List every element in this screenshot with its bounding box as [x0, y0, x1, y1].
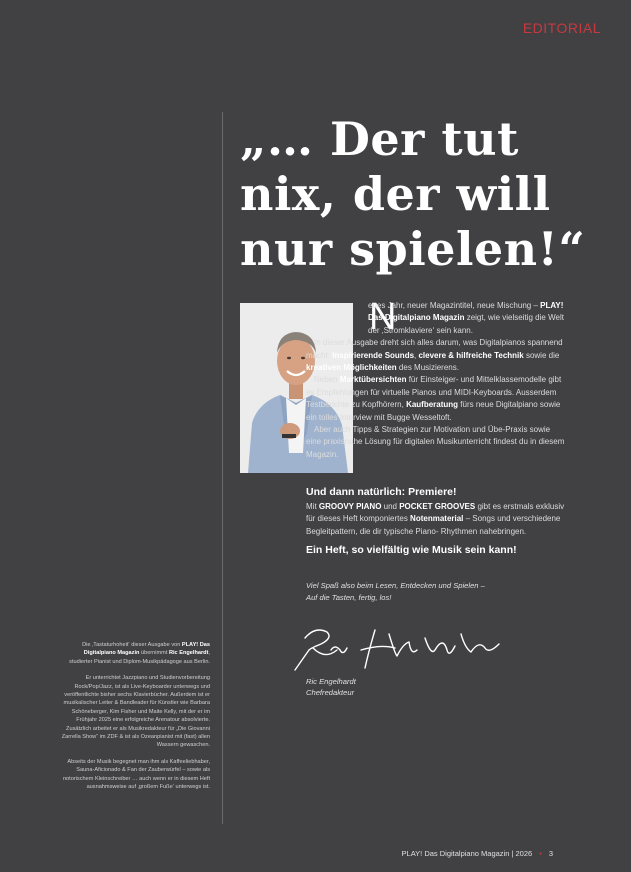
tagline-line: Viel Spaß also beim Lesen, Entdecken und Spielen – [306, 581, 485, 590]
intro-text-span: fürs neue Digitalpiano sowie ein tolles Interview mit Bugge Wesseltoft. [306, 400, 561, 422]
highlight: GROOVY PIANO [318, 502, 382, 511]
page-footer [402, 849, 553, 858]
magazine-name: PLAY! Das Digitalpiano Magazin [368, 301, 564, 323]
bio-text-span: , studierter Pianist und Diplom-Musikpädagoge aus Berlin. [69, 650, 210, 665]
intro-text-span: Neben [314, 375, 340, 385]
page-number: 3 [548, 849, 553, 858]
premiere-text-span: und [381, 502, 400, 511]
premiere-text-span: – Songs und verschiedene Begleitpattern, die dir typische Piano- Rhythmen nahebringen. [306, 514, 561, 536]
highlight: kreativen Möglichkeiten [306, 363, 397, 373]
intro-text-span: , [414, 350, 419, 360]
column-divider [222, 112, 223, 824]
headline-line: nur spielen!“ [240, 222, 586, 276]
magazine-name: PLAY! Das Digitalpiano Magazin [83, 642, 210, 657]
highlight: Marktübersichten [339, 375, 407, 385]
premiere-text [306, 501, 566, 538]
intro-text-span: des Musizierens. [396, 363, 459, 373]
section-label: EDITORIAL [522, 20, 601, 36]
bio-text-span: Die ‚Tastaturhoheit‘ dieser Ausgabe von [82, 642, 182, 648]
bio-paragraph: Abseits der Musik begegnet man ihm als Kaffeeliebhaber, Sauna-Aficionado & Fan der Zauberwürfel – sowie als notorischem Kleinschreiber … auch wenn er in diesem Heft ausnahmsweise auf ‚großem Fuße‘ unterwegs ist. [62, 758, 210, 791]
closing-heading: Ein Heft, so vielfältig wie Musik sein kann! [306, 544, 517, 556]
intro-text-span: zeigt, wie [464, 313, 501, 323]
highlight: Inspirierende Sounds [332, 350, 415, 360]
intro-text-span: sowie die [523, 350, 560, 360]
intro-text-span: In dieser Ausgabe dreht sich alles darum, was Digitalpianos spannend macht: [306, 338, 563, 360]
headline-line: nix, der will [240, 167, 551, 221]
premiere-text-span: Mit [306, 502, 319, 511]
highlight: Kaufberatung [406, 400, 459, 410]
premiere-text-span: gibt es erstmals exklusiv für dieses Heft komponiertes [306, 502, 565, 524]
bio-text-span: übernimmt [139, 650, 169, 657]
intro-text-span: vielseitig die Welt der ‚Stromklaviere‘ sein kann. [368, 313, 564, 335]
author-name: Ric Engelhardt [168, 650, 209, 657]
author-signature [285, 620, 515, 675]
headline [240, 112, 620, 277]
footer-separator: • [539, 849, 542, 858]
headline-line: „… Der tut [240, 112, 519, 166]
intro-text [306, 296, 566, 461]
premiere-heading: Und dann natürlich: Premiere! [306, 486, 457, 498]
tagline-line: Auf die Tasten, fertig, los! [306, 592, 392, 602]
intro-text-span: eues Jahr, neuer Magazintitel, neue Mischung – [368, 301, 538, 310]
author-name: Ric Engelhardt [306, 677, 356, 686]
author-bio-sidebar [60, 641, 210, 800]
tagline [306, 580, 566, 603]
author-credit [306, 676, 356, 698]
highlight: POCKET GROOVES [399, 502, 476, 511]
highlight: clevere & hilfreiche Technik [418, 350, 524, 360]
footer-publication: PLAY! Das Digitalpiano Magazin | 2026 [401, 849, 533, 858]
intro-paragraph: Aber auch Tipps & Strategien zur Motivation und Übe-Praxis sowie eine praxisnahe Lösung für digitalen Musikunterricht findest du in diesem Magazin. [306, 425, 565, 459]
dropcap: N [369, 296, 397, 338]
intro-text-span: für Einsteiger- und Mittelklassemodelle gibt es Empfehlungen für virtuelle Pianos und MIDI-Keyboards. Ausserdem Testberichte zu Kopfhörern, [306, 375, 562, 410]
highlight: Notenmaterial [410, 514, 464, 524]
author-role: Chefredakteur [306, 688, 355, 698]
bio-paragraph: Er unterrichtet Jazzpiano und Studienvorbereitung Rock/Pop/Jazz, ist als Live-Keyboarder unterwegs und veröffentlichte bisher sechs Klavierbücher. Außerdem ist er musikalischer Leiter & Bandleader für Künstler wie Barbara Schöneberger, Kim Fisher und Maite Kelly, mit der er im Frühjahr 2025 eine erfolgreiche Arenatour absolvierte. Zusätzlich arbeitet er als Musikredakteur für „Die Giovanni Zarrella Show“ im ZDF & ist als Ozeanpianist mit (fast) allen Wassern gewaschen. [61, 675, 210, 749]
